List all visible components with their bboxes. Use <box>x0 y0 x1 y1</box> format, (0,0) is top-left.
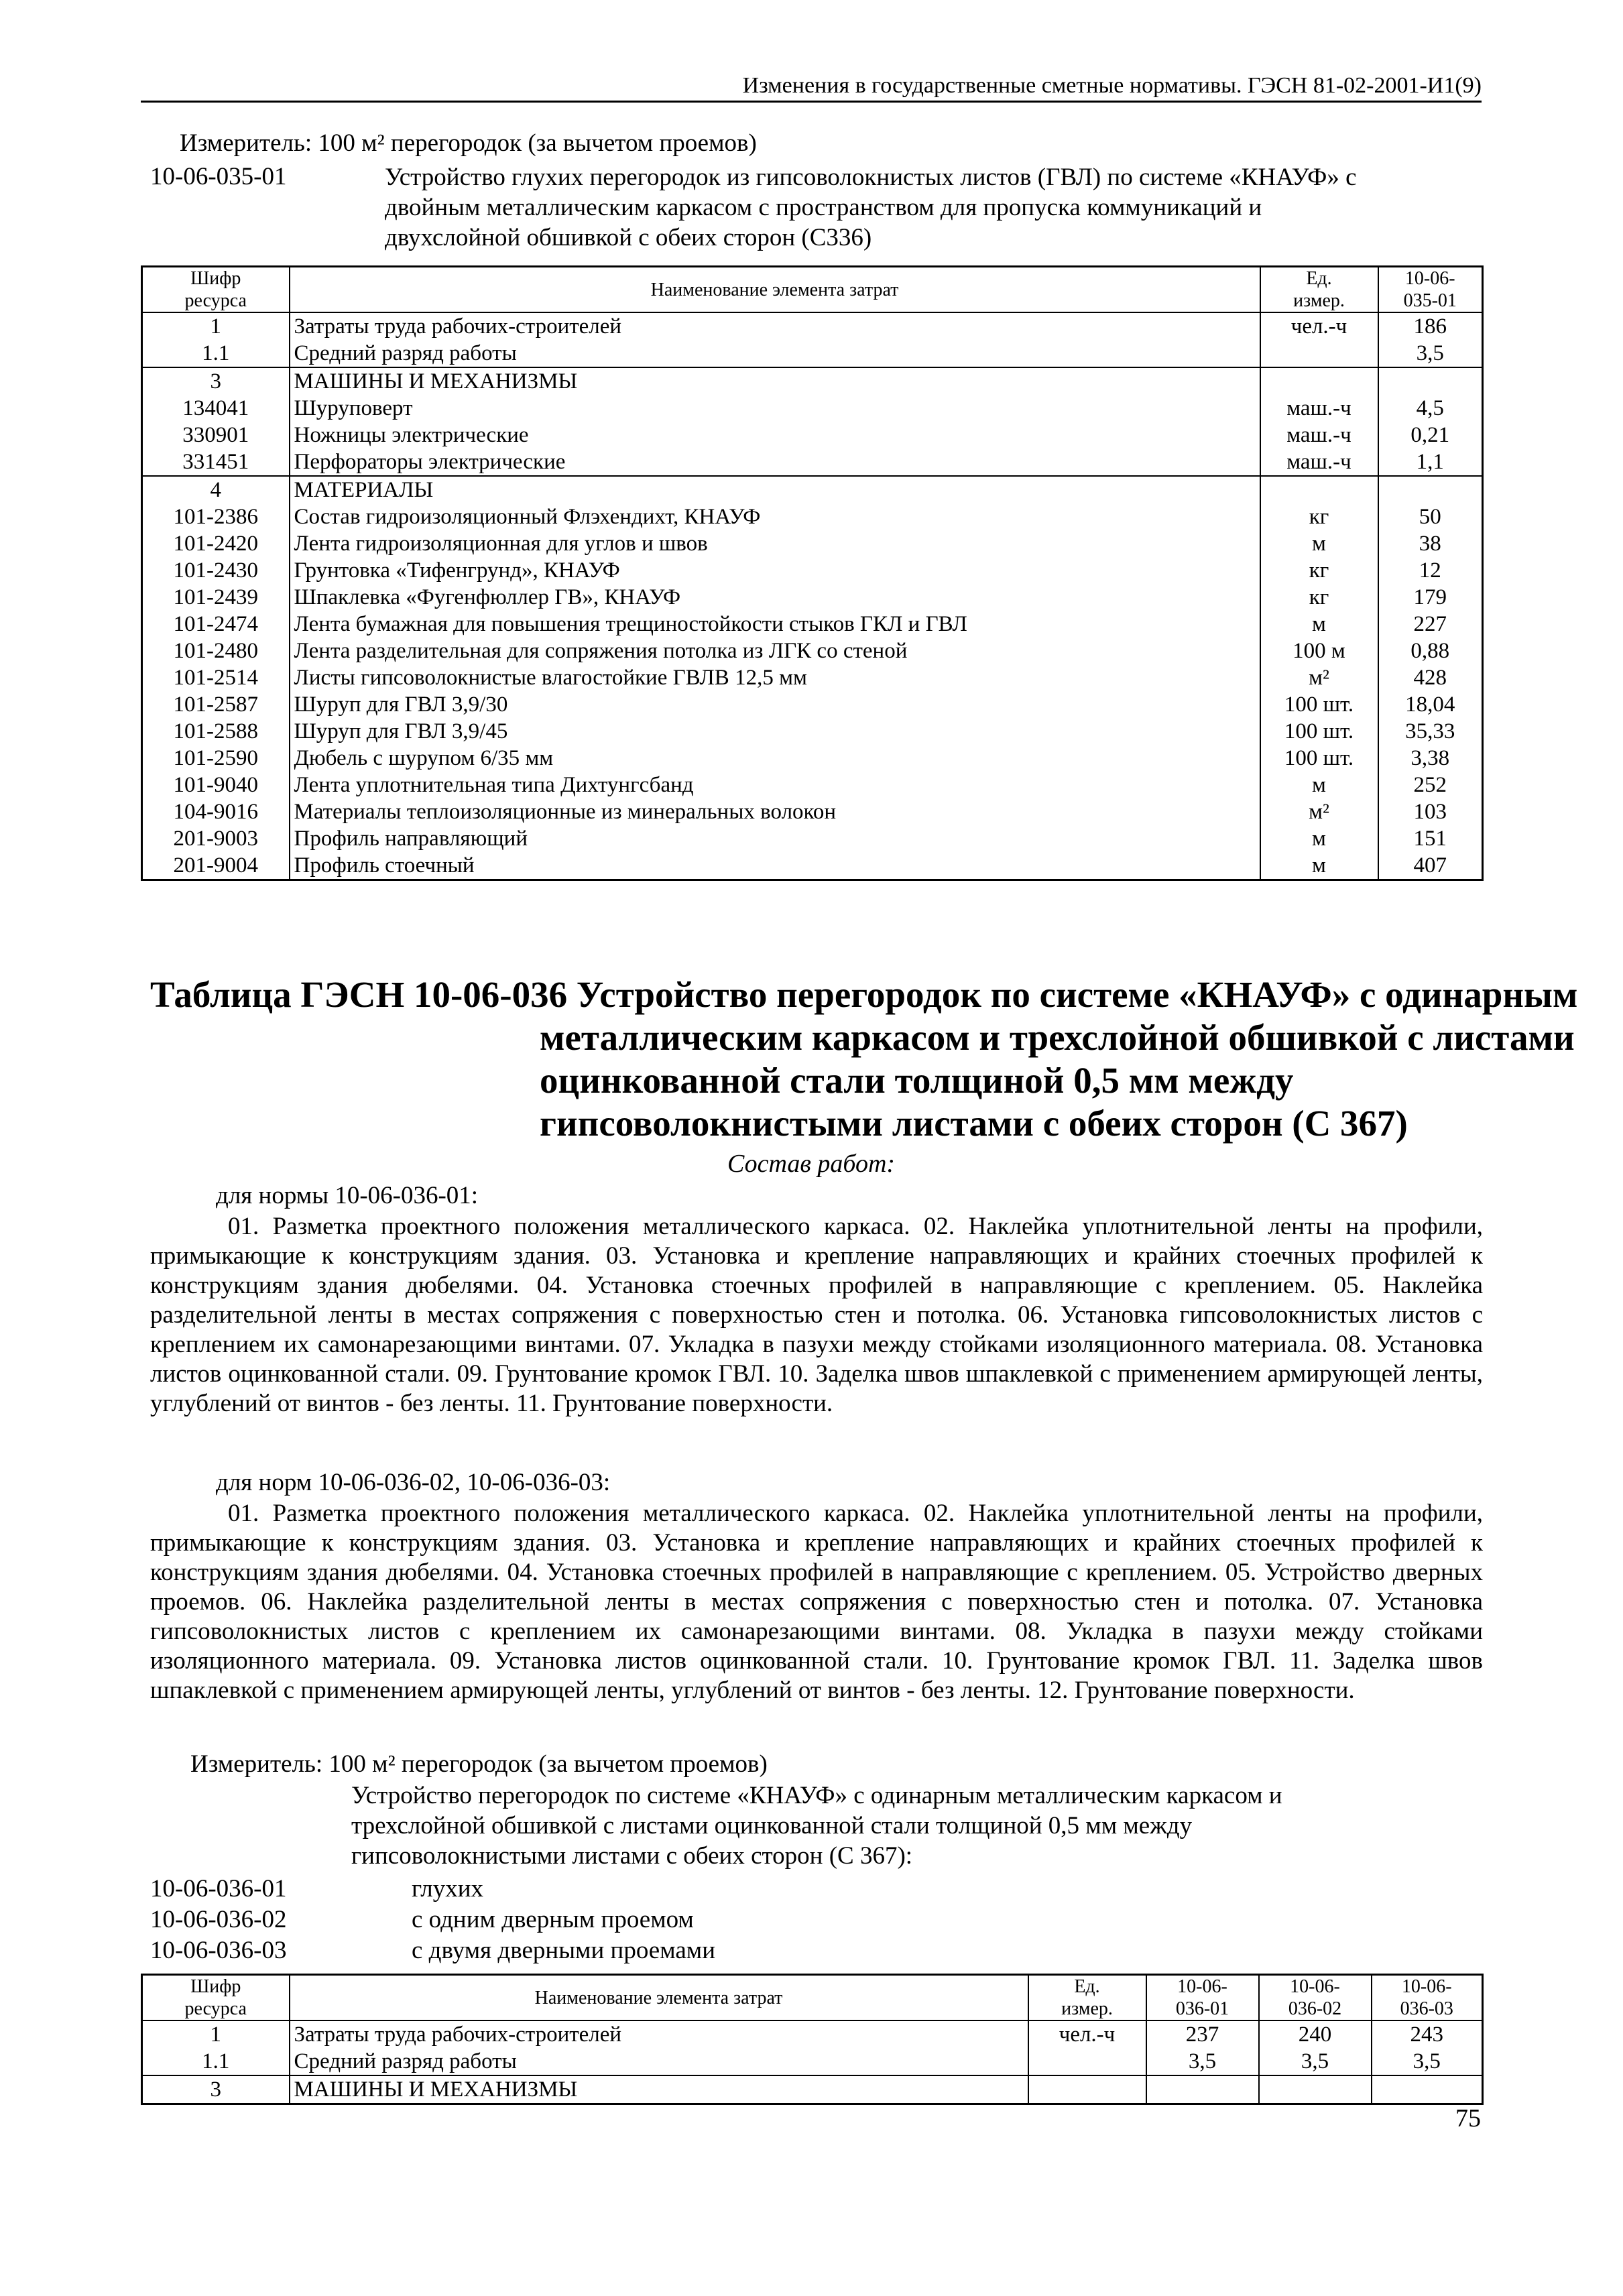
table-title-line: гипсоволокнистыми листами с обеих сторон (С 367) <box>540 1103 1408 1144</box>
for-norm-label-1: для нормы 10-06-036-01: <box>216 1182 479 1209</box>
table-row <box>142 340 1483 367</box>
header-unit <box>1028 1975 1146 2021</box>
table-row <box>142 448 1483 476</box>
table-row <box>142 476 1483 503</box>
cell-value: 38 <box>1378 530 1483 557</box>
cell-code: 101-2480 <box>142 638 290 664</box>
cell-code: 101-2588 <box>142 718 290 745</box>
cell-code: 134041 <box>142 395 290 422</box>
table-row <box>142 312 1483 340</box>
cell-unit: м <box>1260 611 1378 638</box>
cell-code: 101-2587 <box>142 691 290 718</box>
header-unit <box>1260 267 1378 313</box>
cell-value: 3,5 <box>1146 2048 1259 2075</box>
cell-value: 227 <box>1378 611 1483 638</box>
header-norm-line: 035-01 <box>1403 290 1457 311</box>
header-unit-line: измер. <box>1293 290 1345 311</box>
cell-value <box>1146 2075 1259 2104</box>
cell-value: 3,5 <box>1378 340 1483 367</box>
cell-value: 240 <box>1259 2020 1372 2048</box>
header-norm-col <box>1378 267 1483 313</box>
cell-unit: м <box>1260 852 1378 880</box>
header-unit-line: измер. <box>1061 1998 1113 2019</box>
table-row <box>142 557 1483 584</box>
cell-value <box>1372 2075 1483 2104</box>
norm-desc-line: двойным металлическим каркасом с пространством для пропуска коммуникаций и <box>385 194 1262 221</box>
cell-name: Грунтовка «Тифенгрунд», КНАУФ <box>290 557 1260 584</box>
cell-name: МАТЕРИАЛЫ <box>290 476 1260 503</box>
cell-name: Профиль стоечный <box>290 852 1260 880</box>
cell-code: 201-9003 <box>142 825 290 852</box>
table-row <box>142 745 1483 772</box>
header-code <box>142 267 290 313</box>
cell-unit <box>1028 2075 1146 2104</box>
table-header-row <box>142 267 1483 313</box>
table-row <box>142 395 1483 422</box>
header-name: Наименование элемента затрат <box>290 267 1260 313</box>
cell-value <box>1378 476 1483 503</box>
cell-name: Шпаклевка «Фугенфюллер ГВ», КНАУФ <box>290 584 1260 611</box>
table-row <box>142 664 1483 691</box>
cell-name: Ножницы электрические <box>290 422 1260 448</box>
cell-unit: кг <box>1260 584 1378 611</box>
cell-value: 0,21 <box>1378 422 1483 448</box>
cell-code: 101-2420 <box>142 530 290 557</box>
cell-code: 101-2386 <box>142 503 290 530</box>
cell-code: 3 <box>142 2075 290 2104</box>
cell-unit: кг <box>1260 503 1378 530</box>
cell-value: 3,5 <box>1372 2048 1483 2075</box>
cell-code: 201-9004 <box>142 852 290 880</box>
cell-name: Перфораторы электрические <box>290 448 1260 476</box>
measure-label: Измеритель: <box>180 129 312 157</box>
cell-name: Профиль направляющий <box>290 825 1260 852</box>
cell-value: 407 <box>1378 852 1483 880</box>
table-row <box>142 718 1483 745</box>
cell-unit: 100 шт. <box>1260 745 1378 772</box>
header-code-line: Шифр <box>190 268 241 289</box>
table-row <box>142 2020 1483 2048</box>
cell-value: 186 <box>1378 312 1483 340</box>
cell-name: Затраты труда рабочих-строителей <box>290 2020 1028 2048</box>
norm-code: 10-06-036-02 <box>150 1906 287 1933</box>
cell-value: 3,5 <box>1259 2048 1372 2075</box>
cell-value: 243 <box>1372 2020 1483 2048</box>
measure-line-2 <box>190 1750 768 1779</box>
header-norm-line: 036-03 <box>1400 1998 1453 2019</box>
norm-desc: с двумя дверными проемами <box>412 1937 715 1964</box>
cell-code: 101-2590 <box>142 745 290 772</box>
table-row <box>142 530 1483 557</box>
cell-unit: кг <box>1260 557 1378 584</box>
for-norm-label-2: для норм 10-06-036-02, 10-06-036-03: <box>216 1469 611 1496</box>
cell-code: 1 <box>142 312 290 340</box>
table-row <box>142 798 1483 825</box>
cell-code: 4 <box>142 476 290 503</box>
cell-unit <box>1260 476 1378 503</box>
header-unit-line: Ед. <box>1306 268 1332 289</box>
cell-name: Материалы теплоизоляционные из минеральных волокон <box>290 798 1260 825</box>
cell-name: Лента бумажная для повышения трещиностойкости стыков ГКЛ и ГВЛ <box>290 611 1260 638</box>
norm-code-035-01: 10-06-035-01 <box>150 163 287 190</box>
header-norm-col-1 <box>1146 1975 1259 2021</box>
cell-value: 428 <box>1378 664 1483 691</box>
cell-value: 252 <box>1378 772 1483 798</box>
table-row <box>142 422 1483 448</box>
cell-value: 4,5 <box>1378 395 1483 422</box>
cell-code: 1.1 <box>142 340 290 367</box>
norm-desc-line: двухслойной обшивкой с обеих сторон (С336) <box>385 224 872 251</box>
cell-unit: 100 шт. <box>1260 718 1378 745</box>
norm-desc-line: Устройство глухих перегородок из гипсоволокнистых листов (ГВЛ) по системе «КНАУФ» с <box>385 164 1357 191</box>
table-title-line: оцинкованной стали толщиной 0,5 мм между <box>540 1060 1294 1101</box>
table-row <box>142 367 1483 395</box>
cell-name: Шуруповерт <box>290 395 1260 422</box>
cell-name: Состав гидроизоляционный Флэхендихт, КНАУФ <box>290 503 1260 530</box>
cell-unit: м² <box>1260 664 1378 691</box>
cell-unit: чел.-ч <box>1260 312 1378 340</box>
cell-name: Лента уплотнительная типа Дихтунгсбанд <box>290 772 1260 798</box>
cell-name: Дюбель с шурупом 6/35 мм <box>290 745 1260 772</box>
cell-value: 50 <box>1378 503 1483 530</box>
norm-intro-line: трехслойной обшивкой с листами оцинкованной стали толщиной 0,5 мм между <box>351 1812 1193 1839</box>
cell-unit: м <box>1260 772 1378 798</box>
table-row <box>142 772 1483 798</box>
cell-value: 151 <box>1378 825 1483 852</box>
table-header-row <box>142 1975 1483 2021</box>
norm-code: 10-06-036-01 <box>150 1875 287 1902</box>
work-composition-text-2: 01. Разметка проектного положения металлического каркаса. 02. Наклейка уплотнительной ленты на профили, примыкающие к конструкциям здания. 03. Установка и крепление направляющих и крайних стоечных профилей к конструкциям здания дюбелями. 04. Установка стоечных профилей в направляющие с креплением. 05. Устройство дверных проемов. 06. Наклейка разделительной ленты в местах сопряжения с поверхностью стен и потолка. 07. Установка гипсоволокнистых листов с креплением их самонарезающими винтами. 08. Укладка в пазухи между стойками изоляционного материала. 09. Установка листов оцинкованной стали. 10. Грунтование кромок ГВЛ. 11. Заделка швов шпаклевкой с применением армирующей ленты, углублений от винтов - без ленты. 12. Грунтование поверхности. <box>150 1500 1483 1704</box>
cell-code: 101-2514 <box>142 664 290 691</box>
measure-value: 100 м² перегородок (за вычетом проемов) <box>328 1750 768 1778</box>
cell-name: Средний разряд работы <box>290 2048 1028 2075</box>
norm-description-035 <box>385 162 1484 253</box>
norm-desc: глухих <box>412 1875 484 1902</box>
cell-unit: м <box>1260 530 1378 557</box>
cell-unit: м <box>1260 825 1378 852</box>
work-composition-text-1: 01. Разметка проектного положения металлического каркаса. 02. Наклейка уплотнительной ленты на профили, примыкающие к конструкциям здания. 03. Установка и крепление направляющих и крайних стоечных профилей к конструкциям здания дюбелями. 04. Установка стоечных профилей в направляющие с креплением. 05. Наклейка разделительной ленты в местах сопряжения с поверхностью стен и потолка. 06. Установка гипсоволокнистых листов с креплением их самонарезающими винтами. 07. Укладка в пазухи между стойками изоляционного материала. 08. Установка листов оцинкованной стали. 09. Грунтование кромок ГВЛ. 10. Заделка швов шпаклевкой с применением армирующей ленты, углублений от винтов - без ленты. 11. Грунтование поверхности. <box>150 1213 1483 1417</box>
resource-table-036 <box>141 1974 1484 2105</box>
measure-line-1 <box>180 129 757 158</box>
cell-value: 35,33 <box>1378 718 1483 745</box>
header-norm-line: 10-06- <box>1290 1976 1340 1997</box>
cell-unit: м² <box>1260 798 1378 825</box>
table-row <box>142 691 1483 718</box>
header-norm-col-3 <box>1372 1975 1483 2021</box>
cell-unit <box>1028 2048 1146 2075</box>
cell-code: 101-9040 <box>142 772 290 798</box>
cell-code: 101-2430 <box>142 557 290 584</box>
cell-unit: 100 шт. <box>1260 691 1378 718</box>
header-code-line: Шифр <box>190 1976 241 1997</box>
cell-value: 103 <box>1378 798 1483 825</box>
cell-unit: чел.-ч <box>1028 2020 1146 2048</box>
norm-intro-036 <box>351 1780 1484 1871</box>
cell-value: 1,1 <box>1378 448 1483 476</box>
table-body <box>142 2020 1483 2104</box>
cell-value: 237 <box>1146 2020 1259 2048</box>
table-row <box>142 825 1483 852</box>
table-title-line: Таблица ГЭСН 10-06-036 Устройство перегородок по системе «КНАУФ» с одинарным <box>150 974 1578 1015</box>
cell-code: 101-2439 <box>142 584 290 611</box>
table-row <box>142 638 1483 664</box>
cell-name: Шуруп для ГВЛ 3,9/30 <box>290 691 1260 718</box>
cell-name: Шуруп для ГВЛ 3,9/45 <box>290 718 1260 745</box>
table-row <box>142 2075 1483 2104</box>
header-unit-line: Ед. <box>1074 1976 1100 1997</box>
cell-name: МАШИНЫ И МЕХАНИЗМЫ <box>290 367 1260 395</box>
work-composition-subtitle: Состав работ: <box>727 1150 896 1178</box>
table-row <box>142 2048 1483 2075</box>
header-norm-line: 10-06- <box>1177 1976 1227 1997</box>
header-code <box>142 1975 290 2021</box>
table-body <box>142 312 1483 880</box>
cell-unit: маш.-ч <box>1260 395 1378 422</box>
cell-name: Лента гидроизоляционная для углов и швов <box>290 530 1260 557</box>
table-row <box>142 852 1483 880</box>
header-norm-line: 036-02 <box>1288 1998 1342 2019</box>
norm-code: 10-06-036-03 <box>150 1937 287 1964</box>
cell-value <box>1259 2075 1372 2104</box>
cell-value <box>1378 367 1483 395</box>
cell-value: 18,04 <box>1378 691 1483 718</box>
norm-intro-line: гипсоволокнистыми листами с обеих сторон (С 367): <box>351 1842 913 1870</box>
cell-code: 104-9016 <box>142 798 290 825</box>
cell-value: 3,38 <box>1378 745 1483 772</box>
cell-name: Затраты труда рабочих-строителей <box>290 312 1260 340</box>
resource-table-035 <box>141 265 1484 881</box>
header-code-line: ресурса <box>184 1998 247 2019</box>
cell-code: 331451 <box>142 448 290 476</box>
table-row <box>142 584 1483 611</box>
cell-unit <box>1260 340 1378 367</box>
header-norm-line: 10-06- <box>1404 268 1455 289</box>
table-row <box>142 611 1483 638</box>
norm-desc: с одним дверным проемом <box>412 1906 694 1933</box>
cell-unit: 100 м <box>1260 638 1378 664</box>
cell-value: 12 <box>1378 557 1483 584</box>
running-header: Изменения в государственные сметные нормативы. ГЭСН 81-02-2001-И1(9) <box>141 72 1482 103</box>
cell-code: 330901 <box>142 422 290 448</box>
cell-code: 1.1 <box>142 2048 290 2075</box>
header-norm-line: 10-06- <box>1401 1976 1452 1997</box>
cell-value: 179 <box>1378 584 1483 611</box>
cell-value: 0,88 <box>1378 638 1483 664</box>
page-number: 75 <box>1455 2104 1481 2132</box>
table-title-line: металлическим каркасом и трехслойной обшивкой с листами <box>540 1017 1575 1058</box>
cell-unit <box>1260 367 1378 395</box>
norm-intro-line: Устройство перегородок по системе «КНАУФ» с одинарным металлическим каркасом и <box>351 1782 1282 1809</box>
cell-unit: маш.-ч <box>1260 422 1378 448</box>
header-name: Наименование элемента затрат <box>290 1975 1028 2021</box>
header-norm-col-2 <box>1259 1975 1372 2021</box>
measure-value: 100 м² перегородок (за вычетом проемов) <box>318 129 757 157</box>
cell-name: Листы гипсоволокнистые влагостойкие ГВЛВ 12,5 мм <box>290 664 1260 691</box>
header-norm-line: 036-01 <box>1175 1998 1229 2019</box>
cell-code: 101-2474 <box>142 611 290 638</box>
cell-name: Средний разряд работы <box>290 340 1260 367</box>
cell-name: Лента разделительная для сопряжения потолка из ЛГК со стеной <box>290 638 1260 664</box>
header-code-line: ресурса <box>184 290 247 311</box>
cell-code: 1 <box>142 2020 290 2048</box>
table-row <box>142 503 1483 530</box>
cell-unit: маш.-ч <box>1260 448 1378 476</box>
cell-code: 3 <box>142 367 290 395</box>
measure-label: Измеритель: <box>190 1750 323 1778</box>
cell-name: МАШИНЫ И МЕХАНИЗМЫ <box>290 2075 1028 2104</box>
